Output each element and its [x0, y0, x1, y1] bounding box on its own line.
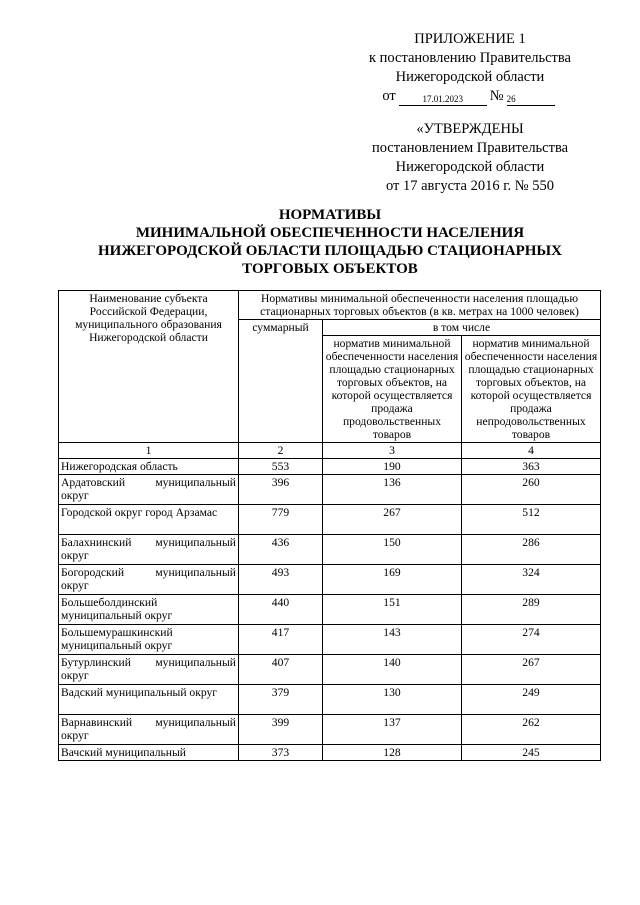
row-total: 779 — [239, 505, 323, 535]
header-total-cell: суммарный — [239, 320, 323, 443]
table-row — [59, 475, 601, 505]
row-nonfood: 274 — [462, 625, 601, 655]
row-name: Нижегородская область — [59, 459, 239, 475]
approved-line: от 17 августа 2016 г. № 550 — [385, 178, 555, 194]
row-name: Балахнинский муниципальный округ — [59, 535, 239, 565]
row-total: 396 — [239, 475, 323, 505]
row-name: Большеболдинский муниципальный округ — [59, 595, 239, 625]
appendix-block — [350, 30, 590, 106]
row-name: Городской округ город Арзамас — [59, 505, 239, 535]
table-header-row — [59, 291, 601, 320]
row-food: 267 — [323, 505, 462, 535]
row-nonfood: 260 — [462, 475, 601, 505]
row-total: 379 — [239, 685, 323, 715]
row-nonfood: 363 — [462, 459, 601, 475]
row-total: 493 — [239, 565, 323, 595]
row-nonfood: 286 — [462, 535, 601, 565]
row-nonfood: 245 — [462, 745, 601, 761]
row-name: Бутурлинский муниципальный округ — [59, 655, 239, 685]
row-name: Вадский муниципальный округ — [59, 685, 239, 715]
approved-line: Нижегородской области — [395, 159, 545, 175]
approved-line: «УТВЕРЖДЕНЫ — [416, 121, 524, 137]
row-food: 130 — [323, 685, 462, 715]
header-norms-cell: Нормативы минимальной обеспеченности населения площадью стационарных торговых объектов (в кв. метрах на 1000 человек) — [239, 291, 601, 320]
table-row — [59, 625, 601, 655]
table-row — [59, 715, 601, 745]
table-row — [59, 505, 601, 535]
table-row — [59, 535, 601, 565]
title-line: ТОРГОВЫХ ОБЪЕКТОВ — [242, 261, 418, 277]
table-row — [59, 459, 601, 475]
row-name: Вачский муниципальный — [59, 745, 239, 761]
row-nonfood: 249 — [462, 685, 601, 715]
row-total: 399 — [239, 715, 323, 745]
table-row — [59, 655, 601, 685]
row-nonfood: 324 — [462, 565, 601, 595]
row-total: 553 — [239, 459, 323, 475]
document-date: 17.01.2023 — [399, 93, 487, 106]
document-number: 26 — [507, 93, 555, 106]
header-including-cell: в том числе — [323, 320, 601, 336]
appendix-line: Нижегородской области — [395, 69, 545, 85]
approved-line: постановлением Правительства — [371, 140, 569, 156]
row-nonfood: 512 — [462, 505, 601, 535]
appendix-title: ПРИЛОЖЕНИЕ 1 — [414, 31, 526, 47]
norms-table — [58, 290, 601, 761]
row-nonfood: 262 — [462, 715, 601, 745]
title-line: МИНИМАЛЬНОЙ ОБЕСПЕЧЕННОСТИ НАСЕЛЕНИЯ — [135, 225, 525, 241]
row-name: Большемурашкинский муниципальный округ — [59, 625, 239, 655]
column-number-row — [59, 443, 601, 459]
row-food: 137 — [323, 715, 462, 745]
row-food: 143 — [323, 625, 462, 655]
table-row — [59, 565, 601, 595]
title-line: НИЖЕГОРОДСКОЙ ОБЛАСТИ ПЛОЩАДЬЮ СТАЦИОНАРНЫХ — [98, 243, 562, 259]
approved-block — [362, 120, 578, 196]
table-row — [59, 595, 601, 625]
row-name: Варнавинский муниципальный округ — [59, 715, 239, 745]
row-food: 169 — [323, 565, 462, 595]
header-name-cell: Наименование субъекта Российской Федерации, муниципального образования Нижегородской области — [59, 291, 239, 443]
row-name: Ардатовский муниципальный округ — [59, 475, 239, 505]
row-food: 140 — [323, 655, 462, 685]
row-food: 150 — [323, 535, 462, 565]
row-food: 190 — [323, 459, 462, 475]
row-total: 417 — [239, 625, 323, 655]
title-line: НОРМАТИВЫ — [278, 207, 382, 223]
number-label: № — [489, 88, 504, 104]
row-name: Богородский муниципальный округ — [59, 565, 239, 595]
row-total: 407 — [239, 655, 323, 685]
header-nonfood-cell: норматив минимальной обеспеченности населения площадью стационарных торговых объектов, на которой осуществляется продажа непродовольственных товаров — [462, 336, 601, 443]
from-label: от — [382, 88, 396, 104]
row-nonfood: 289 — [462, 595, 601, 625]
table-row — [59, 745, 601, 761]
row-food: 151 — [323, 595, 462, 625]
row-total: 440 — [239, 595, 323, 625]
appendix-date-line — [350, 87, 590, 106]
header-food-cell: норматив минимальной обеспеченности населения площадью стационарных торговых объектов, на которой осуществляется продажа продовольственных товаров — [323, 336, 462, 443]
appendix-line: к постановлению Правительства — [369, 50, 571, 66]
row-food: 128 — [323, 745, 462, 761]
column-number: 3 — [323, 443, 462, 459]
document-title — [60, 206, 600, 278]
column-number: 2 — [239, 443, 323, 459]
column-number: 4 — [462, 443, 601, 459]
row-nonfood: 267 — [462, 655, 601, 685]
row-total: 373 — [239, 745, 323, 761]
column-number: 1 — [59, 443, 239, 459]
row-food: 136 — [323, 475, 462, 505]
row-total: 436 — [239, 535, 323, 565]
table-row — [59, 685, 601, 715]
